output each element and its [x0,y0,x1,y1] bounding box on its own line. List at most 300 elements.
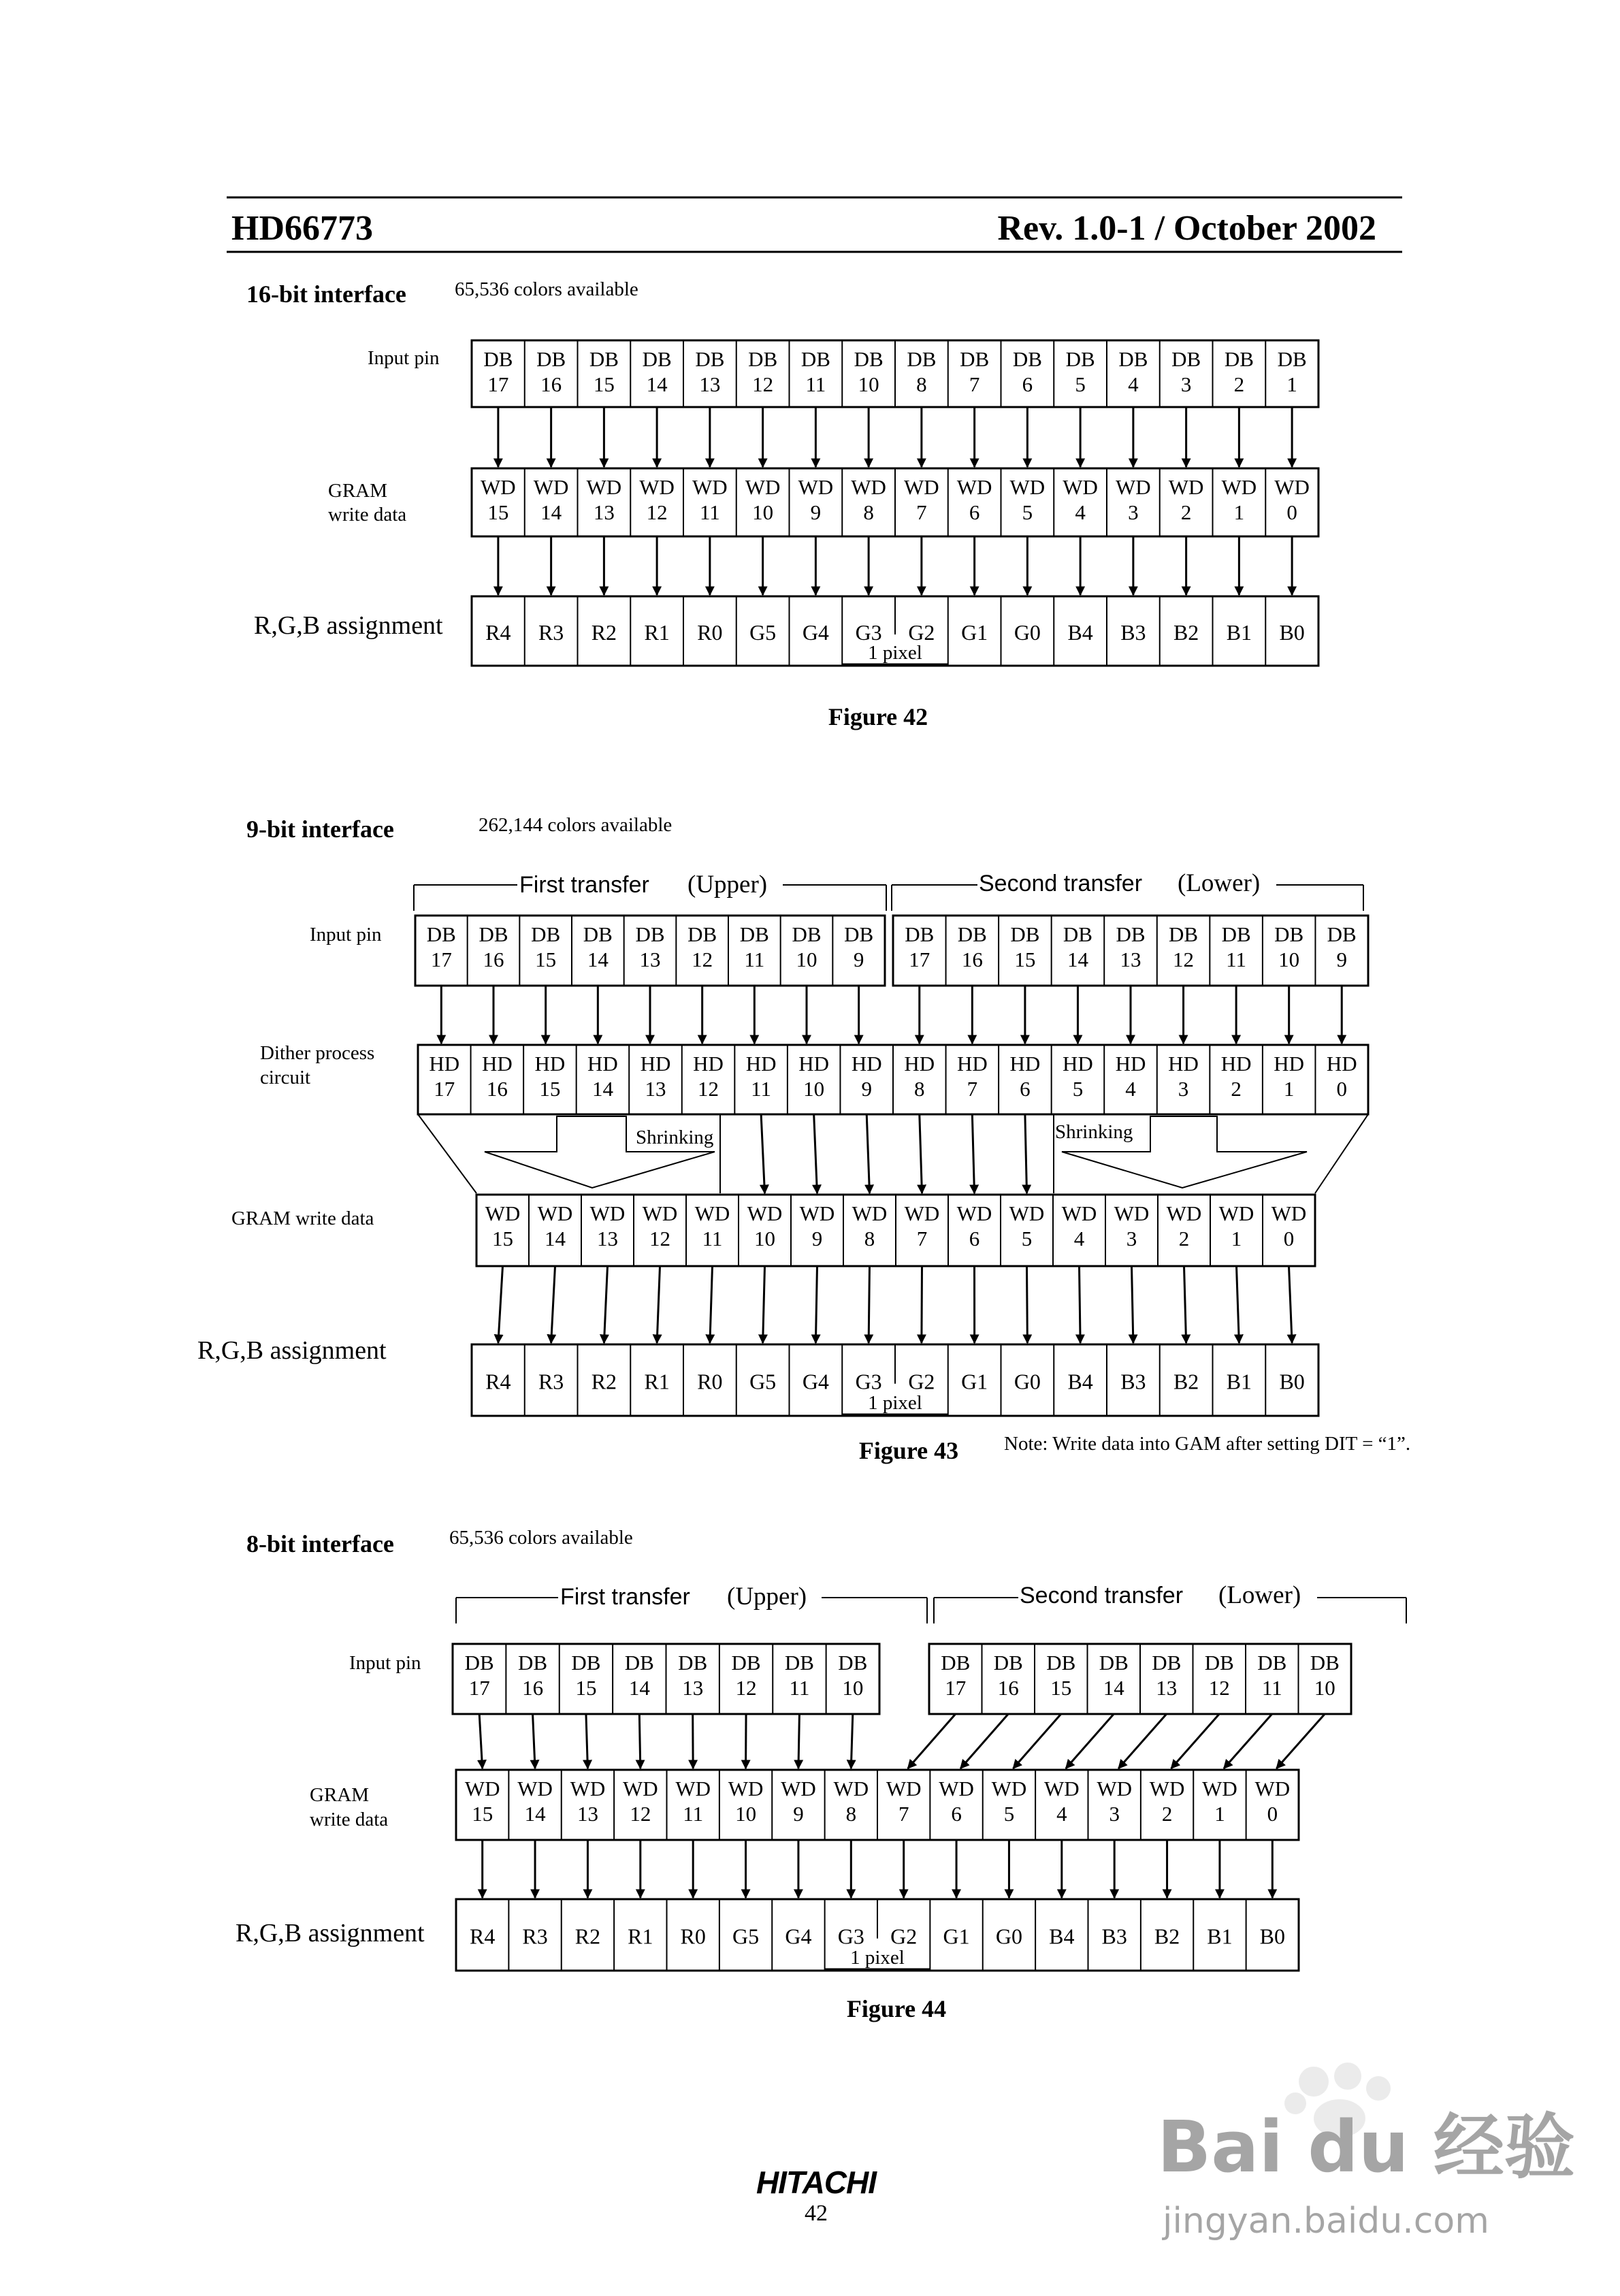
fig42-input-pin-cell [1160,340,1201,407]
fig43-dither-label-bottom: 1 [1284,1077,1295,1101]
fig43-rgb-cell [630,1344,670,1416]
fig43-label-circuit: circuit [260,1067,310,1088]
fig44-gram-cell [983,1770,1027,1840]
fig44-rgb-cell [1035,1899,1074,1971]
fig42-gram-label-top: WD [1116,475,1151,499]
fig44-gram-label-top: WD [1150,1777,1185,1800]
fig42-gram-label-bottom: 15 [487,500,508,524]
fig42-rgb-cell [1213,596,1252,666]
fig42-gram-cell [481,475,516,524]
fig43-dither-label-bottom: 9 [861,1077,872,1101]
fig43-dither-label-top: HD [587,1052,618,1076]
fig44-rgb-cell [1141,1899,1180,1971]
fig44-gram-label-bottom: 7 [898,1802,909,1826]
fig44-heading: 8-bit interface [246,1530,394,1557]
fig43-input-pin-lower-label-bottom: 13 [1120,948,1141,971]
fig42-rgb-cell [1160,596,1199,666]
fig44-gram-cell [930,1770,974,1840]
fig44-input-pin-lower-label-top: DB [1099,1651,1129,1675]
fig44-input-pin-lower-label-bottom: 11 [1262,1676,1282,1700]
fig43-gram-cell [686,1195,730,1266]
fig43-input-pin-upper-label-top: DB [792,922,821,946]
fig43-gram-label-top: WD [643,1201,678,1225]
fig44-rgb-cell [1088,1899,1127,1971]
fig43-input-pin-lower-label-top: DB [1063,922,1092,946]
fig42-input-pin-label-bottom: 16 [540,372,562,396]
fig43-rgb-cell [525,1344,564,1416]
fig42-gram-cell [1160,468,1204,536]
fig44-gram-label-top: WD [1254,1777,1290,1800]
fig43-gram-cell [1158,1195,1201,1266]
fig42-rgb-label: B2 [1173,620,1199,645]
fig43-gram-rgb-arrow [763,1266,765,1343]
fig44-input-pin-lower-cell [1299,1644,1340,1714]
fig44-rgb-cell [562,1899,600,1971]
fig44-input-pin-lower-label-top: DB [1257,1651,1286,1675]
fig44-gram-label-top: WD [1044,1777,1080,1800]
fig44-rgb-cell [772,1899,811,1971]
fig42-rgb-label: R3 [538,620,564,645]
fig42-gram-label-top: WD [587,475,622,499]
fig43-input-pin-upper-label-bottom: 15 [535,948,556,971]
fig42-input-pin-label-top: DB [589,347,619,371]
fig43-rgb-cell [790,1344,829,1416]
fig42-rgb-cell [1054,596,1093,666]
fig43-gram-cell [1210,1195,1254,1266]
fig42-input-pin-label-top: DB [536,347,566,371]
fig44-input-gram-arrow [693,1714,694,1768]
fig43-rgb-label: R4 [485,1370,511,1394]
fig44-input-pin-lower-cell [1035,1644,1075,1714]
fig43-dither-label-top: HD [746,1052,777,1076]
fig42-input-pin-label-top: DB [483,347,513,371]
fig42-input-pin-cell [525,340,566,407]
fig43-dither-cell [1315,1045,1357,1114]
fig43-input-pin-lower-label-bottom: 15 [1014,948,1035,971]
fig43-rgb-label: G5 [749,1370,776,1394]
fig42-gram-label-top: WD [481,475,516,499]
fig44-input-pin-upper-label-bottom: 13 [682,1676,703,1700]
fig42-input-pin-label-top: DB [801,347,830,371]
fig43-input-pin-lower-cell [1052,916,1092,986]
fig43-label-dither: Dither process [260,1042,374,1064]
fig43-gram-label-bottom: 9 [812,1227,823,1250]
fig44-gram-cell [719,1770,764,1840]
fig44-input-gram-arrow [908,1714,956,1768]
fig43-gram-rgb-arrow [710,1266,713,1343]
baidu-logo-text: Bai du 经验 [1157,2105,1575,2188]
fig43-gram-label-bottom: 6 [969,1227,980,1250]
fig42-gram-cell [1265,468,1310,536]
fig44-gram-label-bottom: 8 [846,1802,857,1826]
fig43-dither-cell [1210,1045,1251,1114]
fig43-gram-label-bottom: 1 [1231,1227,1242,1250]
fig43-dither-label-top: HD [429,1052,459,1076]
fig43-dither-label-top: HD [1274,1052,1304,1076]
fig44-input-gram-arrow [639,1714,641,1768]
fig43-gram-label-top: WD [1271,1201,1307,1225]
fig43-rgb-cell [1001,1344,1041,1416]
fig43-gram-rgb-arrow [498,1266,503,1343]
fig44-rgb-cell [1246,1899,1285,1971]
fig42-rgb-label: B3 [1120,620,1146,645]
fig43-rgb-cell [1160,1344,1199,1416]
fig42-input-pin-label-top: DB [854,347,884,371]
fig42-input-pin-label-bottom: 10 [858,372,879,396]
fig43-rgb-label: B3 [1120,1370,1146,1394]
fig43-dither-cell [999,1045,1040,1114]
fig44-input-gram-arrow [1066,1714,1114,1768]
fig42-input-pin-label-top: DB [1118,347,1148,371]
fig43-rgb-cell [683,1344,723,1416]
fig43-gram-label-bottom: 5 [1022,1227,1033,1250]
fig44-gram-label-top: WD [675,1777,711,1800]
fig43-label-input-pin: Input pin [310,924,382,945]
fig44-rgb-cell [508,1899,547,1971]
fig43-dither-label-bottom: 13 [645,1077,666,1101]
fig43-gram-label-top: WD [590,1201,626,1225]
fig42-input-pin-cell [630,340,671,407]
fig42-gram-label-top: WD [904,475,939,499]
fig44-input-pin-upper-cell [719,1644,761,1714]
fig42-rgb-cell [1265,596,1305,666]
fig43-dither-label-top: HD [852,1052,882,1076]
fig42-gram-label-top: WD [1274,475,1310,499]
fig43-gram-label-top: WD [905,1201,940,1225]
fig42-gram-label-bottom: 5 [1022,500,1033,524]
baidu-watermark [1157,2063,1575,2242]
fig44-input-pin-lower-label-bottom: 12 [1209,1676,1230,1700]
fig43-gram-cell [739,1195,782,1266]
fig43-dither-cell [734,1045,776,1114]
fig42-gram-cell [1001,468,1046,536]
fig44-caption: Figure 44 [847,1995,946,2022]
fig43-rgb-label: G0 [1014,1370,1041,1394]
fig43-gram-label-bottom: 10 [754,1227,775,1250]
fig43-dither-label-bottom: 14 [592,1077,614,1101]
fig44-input-gram-arrow [533,1714,536,1768]
fig43-input-pin-upper-cell [624,916,665,986]
fig44-gram-cell [1035,1770,1080,1840]
fig43-dither-cell [840,1045,881,1114]
fig43-dither-label-bottom: 2 [1231,1077,1242,1101]
fig43-dither-label-bottom: 8 [914,1077,925,1101]
fig43-gram-cell [634,1195,677,1266]
fig42-rgb-label: G0 [1014,620,1041,645]
fig44-rgb-label: G3 [838,1924,864,1949]
fig43-dither-gram-arrow [814,1114,817,1193]
fig44-gram-label-bottom: 5 [1004,1802,1015,1826]
fig42-gram-label-top: WD [851,475,886,499]
fig43-input-pin-lower-label-top: DB [1327,922,1357,946]
fig42-gram-label-bottom: 3 [1128,500,1139,524]
fig42-rgb-cell [895,596,935,645]
fig44-input-pin-upper-cell [826,1644,868,1714]
fig42-gram-cell [1107,468,1151,536]
fig43-dither-gram-arrow [761,1114,764,1193]
fig44-label-rgb: R,G,B assignment [236,1919,425,1947]
fig43-dither-label-top: HD [904,1052,935,1076]
fig43-rgb-cell [1054,1344,1093,1416]
fig44-rgb-label: B1 [1207,1924,1232,1949]
fig43-heading: 9-bit interface [246,815,394,843]
fig43-input-pin-lower-label-top: DB [1116,922,1145,946]
fig43-rgb-label: B4 [1067,1370,1092,1394]
fig43-rgb-cell [948,1344,988,1416]
fig44-second-transfer-lower: (Lower) [1218,1581,1301,1609]
fig44-gram-label-top: WD [465,1777,500,1800]
fig43-input-pin-upper-label-bottom: 13 [640,948,661,971]
fig43-gram-cell [581,1195,625,1266]
fig43-input-pin-lower-label-top: DB [958,922,987,946]
fig43-input-pin-lower-cell [946,916,987,986]
fig44-input-pin-upper-cell [613,1644,654,1714]
fig42-gram-label-top: WD [639,475,675,499]
fig44-gram-label-top: WD [992,1777,1027,1800]
fig44-gram-cell [614,1770,658,1840]
fig43-input-pin-upper-label-top: DB [531,922,560,946]
fig43-input-pin-upper-cell [427,922,456,971]
fig42-rgb-cell [1107,596,1146,666]
fig43-input-pin-upper-label-bottom: 12 [692,948,713,971]
fig42-input-pin-label-top: DB [695,347,724,371]
fig42-input-pin-cell [842,340,883,407]
fig43-dither-cell [1157,1045,1199,1114]
fig42-input-pin-label-bottom: 8 [916,372,927,396]
fig43-input-pin-upper-label-bottom: 16 [483,948,504,971]
fig42-gram-label-top: WD [692,475,728,499]
fig43-input-pin-upper-label-top: DB [687,922,717,946]
fig43-dither-label-top: HD [1063,1052,1093,1076]
fig42-input-pin-cell [1054,340,1095,407]
fig43-dither-cell [1104,1045,1146,1114]
fig43-dither-cell [429,1052,459,1101]
fig43-input-pin-upper-cell [519,916,560,986]
fig42-input-pin-label-top: DB [1278,347,1307,371]
fig42-input-pin-label-bottom: 2 [1234,372,1245,396]
fig44-rgb-label: R3 [522,1924,547,1949]
fig44-gram-label-bottom: 10 [735,1802,756,1826]
fig43-input-pin-upper-label-top: DB [740,922,769,946]
fig42-rgb-label: R1 [644,620,669,645]
fig42-input-pin-label-top: DB [1171,347,1201,371]
fig43-gram-rgb-arrow [604,1266,607,1343]
fig42-gram-label-bottom: 12 [647,500,668,524]
fig44-label-gram: GRAM [310,1784,369,1806]
fig42-gram-label-bottom: 14 [540,500,562,524]
fig44-gram-label-bottom: 4 [1056,1802,1067,1826]
fig43-dither-label-top: HD [1221,1052,1252,1076]
revision: Rev. 1.0-1 / October 2002 [997,209,1376,248]
fig43-gram-label-top: WD [538,1201,573,1225]
fig44-input-pin-lower-label-bottom: 13 [1156,1676,1177,1700]
fig44-input-pin-lower-cell [1246,1644,1286,1714]
fig42-gram-label-bottom: 13 [594,500,615,524]
fig44-input-pin-lower-label-top: DB [1310,1651,1340,1675]
fig44-input-pin-upper-label-top: DB [785,1651,814,1675]
fig43-input-pin-upper-cell [728,916,769,986]
fig42-pixel-label: 1 pixel [868,642,922,664]
fig44-rgb-label: G2 [890,1924,917,1949]
fig42-rgb-label: G1 [961,620,988,645]
fig43-gram-label-bottom: 3 [1127,1227,1137,1250]
fig43-dither-label-top: HD [957,1052,988,1076]
fig42-gram-cell [683,468,728,536]
fig43-gram-cell [485,1201,521,1250]
fig44-gram-cell [772,1770,816,1840]
fig42-input-pin-cell [1107,340,1148,407]
fig42-gram-label-bottom: 11 [700,500,720,524]
fig42-gram-cell [948,468,992,536]
fig44-first-transfer-label: First transfer [560,1584,690,1610]
fig43-first-transfer-upper: (Upper) [687,871,767,899]
fig43-shrinking-left-label: Shrinking [636,1127,713,1148]
fig43-input-pin-lower-label-top: DB [1274,922,1303,946]
fig44-gram-label-bottom: 0 [1267,1802,1278,1826]
fig44-gram-cell [562,1770,606,1840]
fig42-gram-cell [842,468,886,536]
fig43-dither-label-bottom: 3 [1178,1077,1189,1101]
fig44-input-pin-lower-cell [1140,1644,1181,1714]
fig44-input-pin-upper-cell [773,1644,814,1714]
fig43-dither-cell [629,1045,670,1114]
fig44-gram-cell [1246,1770,1291,1840]
fig42-rgb-label: R0 [697,620,722,645]
fig43-gram-cell [1105,1195,1149,1266]
fig43-dither-cell [946,1045,988,1114]
fig42-rgb-cell [790,596,829,666]
fig43-gram-rgb-arrow [815,1266,817,1343]
fig42-gram-cell [1054,468,1098,536]
fig43-input-pin-upper-cell [468,916,508,986]
fig44-label-input-pin: Input pin [349,1652,421,1674]
fig44-rgb-label: G4 [785,1924,811,1949]
fig44-rgb-label: G0 [996,1924,1022,1949]
fig44-input-pin-upper-label-bottom: 16 [522,1676,543,1700]
fig44-input-pin-upper-label-top: DB [571,1651,600,1675]
fig42-label-gram: GRAM [328,480,387,502]
fig42-heading: 16-bit interface [246,280,406,308]
fig43-input-pin-upper-label-top: DB [635,922,664,946]
fig42-input-pin-label-bottom: 1 [1286,372,1297,396]
fig43-rgb-label: B1 [1227,1370,1252,1394]
fig42-gram-cell [578,468,622,536]
fig43-gram-label-bottom: 4 [1074,1227,1085,1250]
fig44-input-pin-upper-label-top: DB [678,1651,707,1675]
fig43-input-pin-lower-cell [1210,916,1250,986]
fig43-input-pin-lower-cell [1104,916,1145,986]
fig42-gram-label-bottom: 6 [969,500,980,524]
fig43-dither-cell [893,1045,935,1114]
fig43-rgb-cell [485,1370,511,1394]
fig43-dither-label-top: HD [1116,1052,1146,1076]
fig43-label-rgb: R,G,B assignment [197,1336,387,1365]
fig43-input-pin-lower-cell [1263,916,1303,986]
fig44-rgb-label: G1 [943,1924,970,1949]
fig44-input-pin-lower-label-top: DB [1046,1651,1075,1675]
fig43-input-pin-upper-label-bottom: 10 [796,948,817,971]
fig42-gram-label-bottom: 1 [1234,500,1245,524]
fig43-dither-label-top: HD [534,1052,565,1076]
fig43-dither-gram-arrow [1025,1114,1027,1193]
fig44-rgb-cell [1193,1899,1232,1971]
fig43-input-pin-lower-label-bottom: 10 [1278,948,1299,971]
fig44-input-pin-lower-label-top: DB [994,1651,1023,1675]
fig43-input-pin-lower-label-bottom: 16 [962,948,983,971]
fig44-gram-label-bottom: 13 [577,1802,598,1826]
fig44-input-pin-upper-cell [560,1644,601,1714]
fig43-gram-label-top: WD [800,1201,835,1225]
fig42-input-pin-label-top: DB [643,347,672,371]
fig43-second-transfer-lower: (Lower) [1178,869,1260,897]
fig42-rgb-label: G4 [803,620,829,645]
page-number: 42 [805,2201,828,2226]
fig43-input-pin-lower-label-bottom: 14 [1067,948,1089,971]
fig43-input-pin-lower-label-bottom: 9 [1336,948,1347,971]
fig43-input-pin-lower-label-bottom: 17 [909,948,930,971]
fig44-input-pin-lower-label-top: DB [1152,1651,1181,1675]
fig44-rgb-cell [667,1899,706,1971]
fig44-input-pin-upper-label-bottom: 14 [629,1676,651,1700]
fig42-input-pin-label-top: DB [1225,347,1254,371]
fig43-note: Note: Write data into GAM after setting DIT = “1”. [1004,1433,1410,1455]
fig44-gram-label-bottom: 3 [1109,1802,1120,1826]
fig44-gram-cell [825,1770,869,1840]
fig43-dither-label-top: HD [1009,1052,1040,1076]
fig44-input-pin-lower-label-bottom: 14 [1103,1676,1125,1700]
fig42-gram-label-bottom: 9 [811,500,822,524]
fig42-rgb-label: B0 [1279,620,1304,645]
fig44-gram-label-top: WD [517,1777,553,1800]
fig43-dither-label-bottom: 0 [1336,1077,1347,1101]
fig44-rgb-label: R4 [470,1924,495,1949]
fig42-input-pin-label-top: DB [748,347,777,371]
fig42-input-pin-cell [895,340,936,407]
fig43-input-pin-upper-cell [832,916,873,986]
fig44-rgb-label: R0 [681,1924,706,1949]
fig43-dither-label-top: HD [1168,1052,1199,1076]
fig42-gram-label-top: WD [1010,475,1046,499]
fig44-rgb-cell [930,1899,969,1971]
fig44-second-transfer-label: Second transfer [1020,1583,1183,1608]
fig43-dither-label-top: HD [641,1052,671,1076]
fig43-gram-label-bottom: 7 [917,1227,928,1250]
part-number: HD66773 [231,209,373,248]
fig42-gram-label-top: WD [745,475,781,499]
fig44-gram-cell [667,1770,711,1840]
fig44-gram-label-top: WD [939,1777,974,1800]
fig43-input-pin-upper-label-top: DB [427,922,456,946]
fig44-input-gram-arrow [746,1714,747,1768]
fig44-input-pin-lower-label-top: DB [941,1651,970,1675]
fig44-gram-label-top: WD [728,1777,764,1800]
fig43-dither-label-bottom: 15 [539,1077,560,1101]
fig43-rgb-label: R3 [538,1370,564,1394]
fig44-gram-label-top: WD [886,1777,922,1800]
fig44-input-pin-lower-label-bottom: 17 [945,1676,966,1700]
fig43-gram-rgb-arrow [551,1266,555,1343]
fig42-rgb-label: G3 [856,620,882,645]
fig44-rgb-label: B2 [1154,1924,1180,1949]
fig42-rgb-label: R4 [485,620,511,645]
fig43-rgb-cell [736,1344,776,1416]
fig42-label-input-pin: Input pin [368,347,440,369]
fig43-gram-label-bottom: 8 [864,1227,875,1250]
fig42-gram-label-bottom: 10 [752,500,773,524]
fig42-input-pin-label-bottom: 5 [1075,372,1086,396]
fig43-gram-label-top: WD [1167,1201,1202,1225]
fig43-gram-label-top: WD [957,1201,992,1225]
